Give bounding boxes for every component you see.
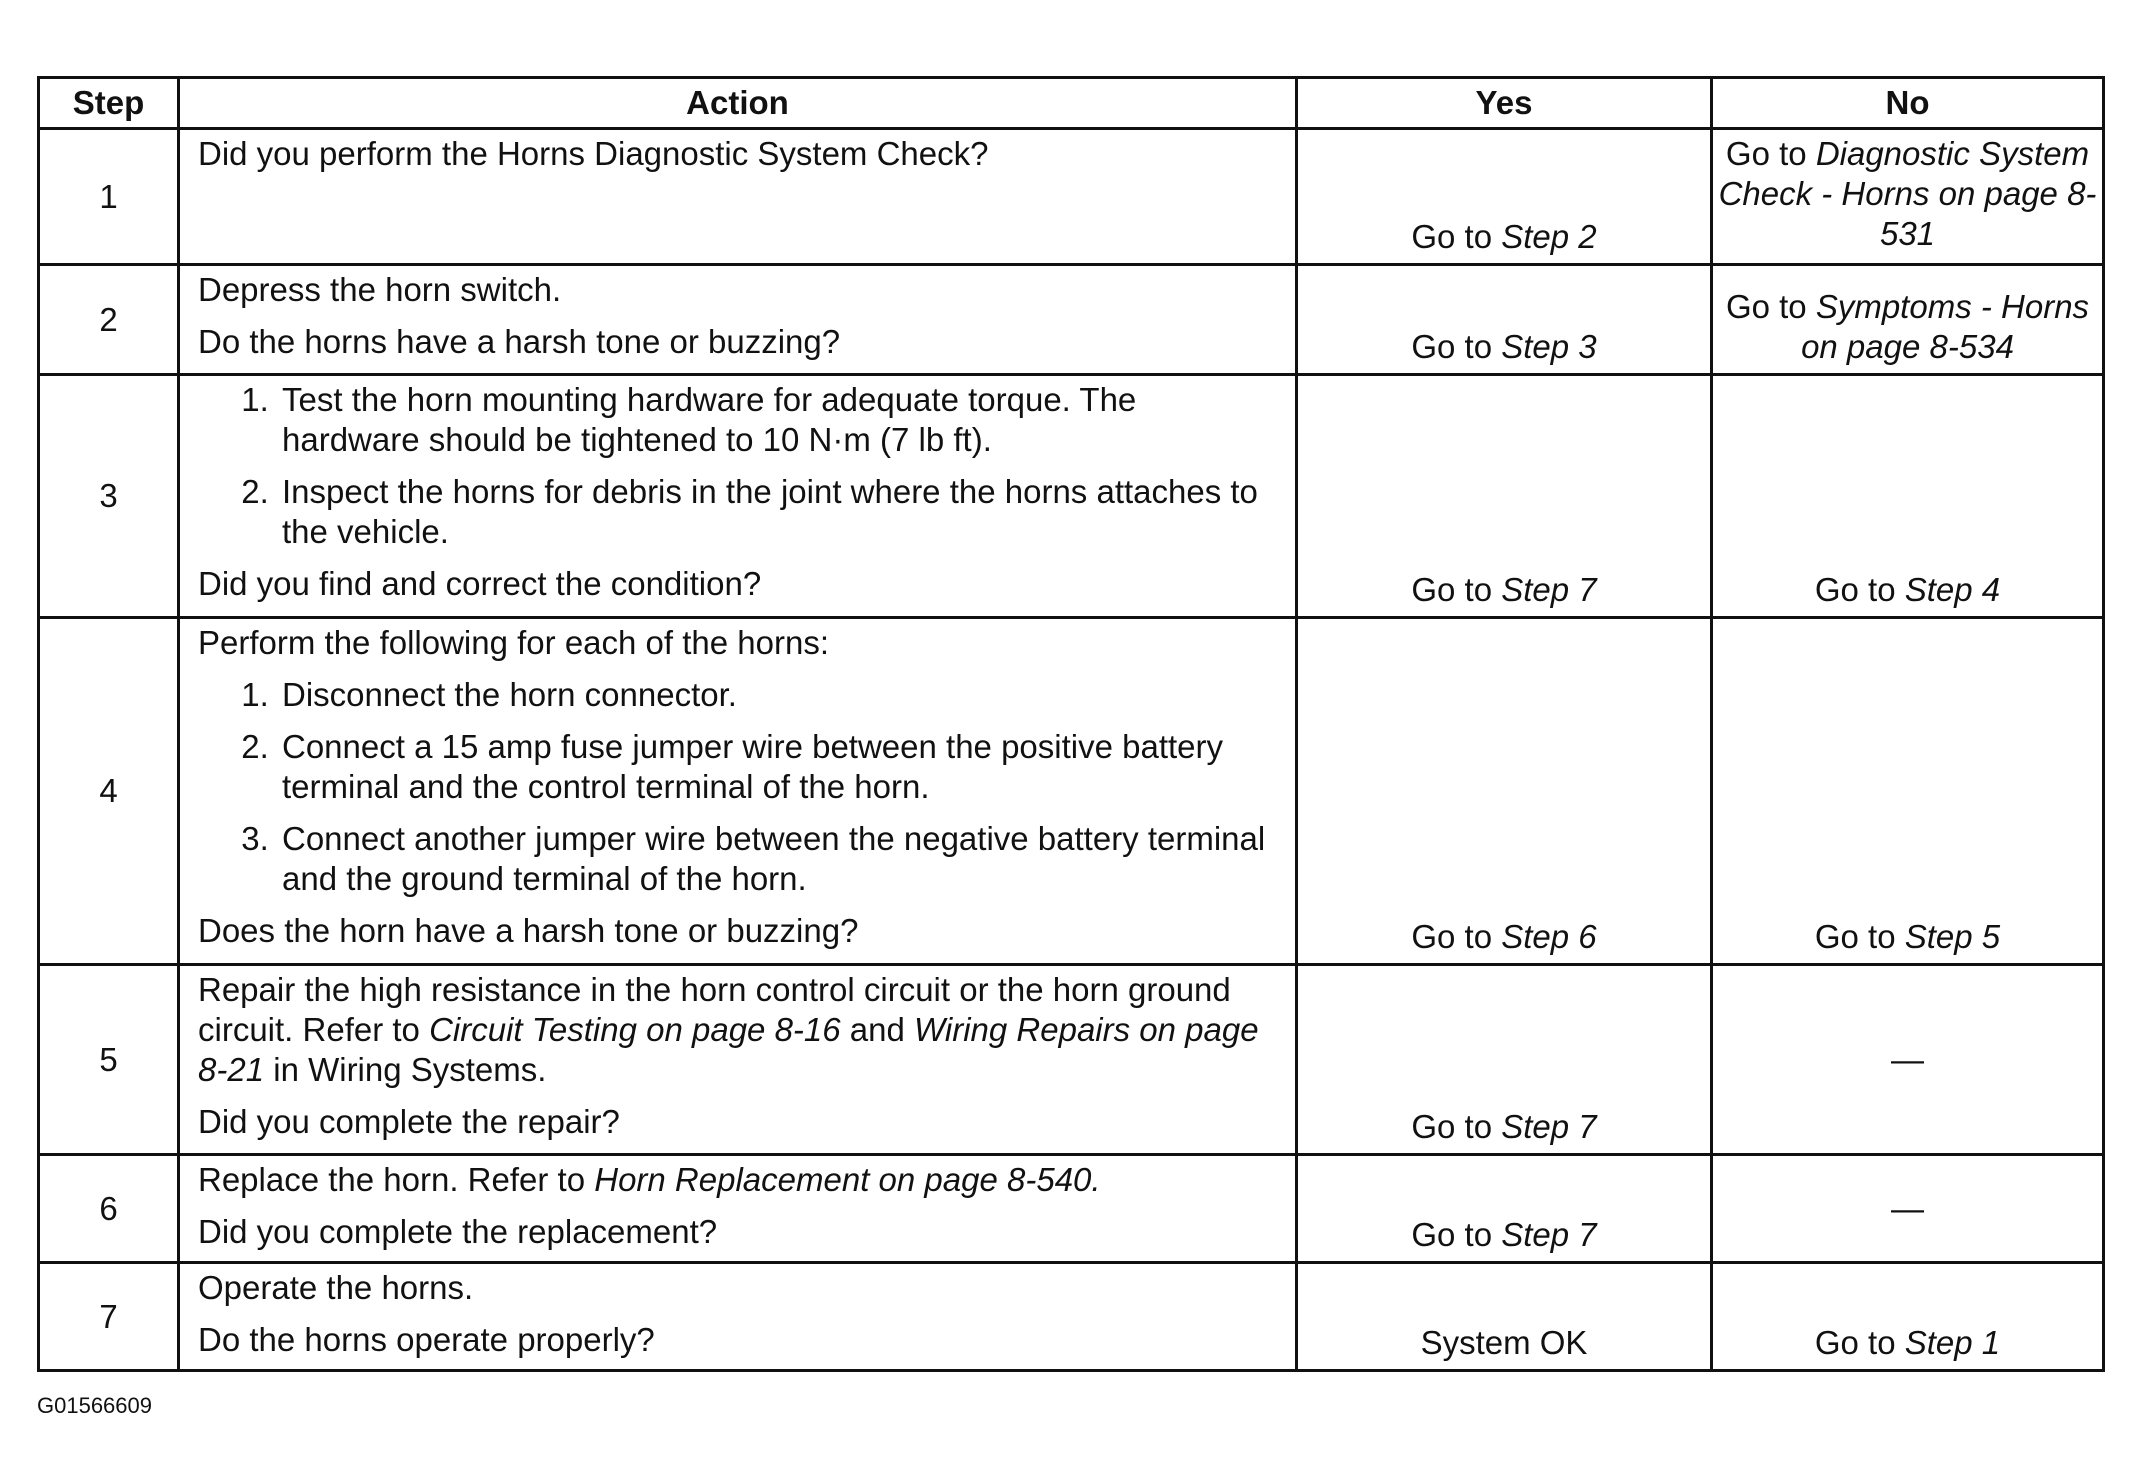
action-step-item: 2. Inspect the horns for debris in the joint where the horns attaches to the vehicle. — [278, 472, 1277, 552]
action-step-item: 1. Test the horn mounting hardware for adequate torque. The hardware should be tightened to 10 N·m (7 lb ft). — [278, 380, 1277, 460]
no-cell — [1712, 1263, 2104, 1371]
yes-step-link[interactable]: Step 6 — [1501, 918, 1597, 955]
action-cell — [179, 965, 1297, 1155]
action-question: Did you complete the replacement? — [198, 1213, 718, 1250]
no-step-link[interactable]: Step 1 — [1904, 1324, 2001, 1361]
yes-prefix: Go to — [1411, 1108, 1502, 1145]
yes-cell — [1297, 265, 1712, 375]
action-question: Did you perform the Horns Diagnostic System Check? — [198, 135, 989, 172]
no-reference-link[interactable]: Symptoms - Horns on page 8-534 — [1801, 288, 2090, 365]
step-row-6 — [39, 1155, 2104, 1263]
no-step-link[interactable]: Step 5 — [1904, 918, 2001, 955]
action-cell — [179, 129, 1297, 265]
no-cell — [1712, 265, 2104, 375]
no-reference-link[interactable]: Diagnostic System Check - Horns on page 8-531 — [1718, 135, 2097, 252]
circuit-testing-link[interactable]: Circuit Testing on page 8-16 — [429, 1011, 841, 1048]
yes-cell — [1297, 1263, 1712, 1371]
step-row-2 — [39, 265, 2104, 375]
step-number: 1 — [39, 129, 179, 265]
action-step-item: 1. Disconnect the horn connector. — [278, 675, 1277, 715]
step-number: 6 — [39, 1155, 179, 1263]
yes-cell — [1297, 129, 1712, 265]
no-step-link[interactable]: Step 4 — [1904, 571, 2001, 608]
yes-step-link[interactable]: Step 7 — [1501, 1216, 1597, 1253]
yes-step-link[interactable]: Step 2 — [1501, 218, 1597, 255]
action-instruction — [198, 1160, 1277, 1200]
yes-cell — [1297, 618, 1712, 965]
action-text: and — [840, 1011, 915, 1048]
yes-prefix: Go to — [1411, 218, 1502, 255]
no-prefix: Go to — [1814, 1324, 1905, 1361]
action-question: Did you complete the repair? — [198, 1103, 620, 1140]
no-prefix: Go to — [1814, 571, 1905, 608]
yes-result: System OK — [1420, 1324, 1588, 1361]
no-prefix: Go to — [1725, 135, 1816, 172]
wiring-repairs-link[interactable]: Wiring Repairs on page 8-21 — [198, 1011, 1259, 1088]
no-dash: — — [1891, 1040, 1924, 1078]
step-number: 7 — [39, 1263, 179, 1371]
action-cell — [179, 375, 1297, 618]
yes-cell — [1297, 965, 1712, 1155]
no-cell — [1712, 618, 2104, 965]
action-text: in Wiring Systems. — [264, 1051, 547, 1088]
header-row — [39, 78, 2104, 129]
yes-step-link[interactable]: Step 7 — [1501, 1108, 1597, 1145]
action-step-item: 3. Connect another jumper wire between the negative battery terminal and the ground terminal of the horn. — [278, 819, 1277, 899]
no-prefix: Go to — [1814, 918, 1905, 955]
no-cell — [1712, 965, 2104, 1155]
action-instruction: Perform the following for each of the horns: — [198, 624, 829, 661]
action-instruction — [198, 970, 1277, 1090]
header-yes: Yes — [1297, 78, 1712, 129]
step-row-1 — [39, 129, 2104, 265]
action-instruction: Operate the horns. — [198, 1269, 474, 1306]
action-text: Replace the horn. Refer to — [198, 1161, 595, 1198]
step-row-3 — [39, 375, 2104, 618]
step-row-5 — [39, 965, 2104, 1155]
step-number: 2 — [39, 265, 179, 375]
no-prefix: Go to — [1725, 288, 1816, 325]
no-cell — [1712, 375, 2104, 618]
yes-prefix: Go to — [1411, 918, 1502, 955]
yes-step-link[interactable]: Step 7 — [1501, 571, 1597, 608]
action-instruction: Depress the horn switch. — [198, 271, 562, 308]
yes-prefix: Go to — [1411, 1216, 1502, 1253]
step-row-4 — [39, 618, 2104, 965]
action-step-item: 2. Connect a 15 amp fuse jumper wire between the positive battery terminal and the control terminal of the horn. — [278, 727, 1277, 807]
diagnostic-table — [37, 76, 2105, 1372]
step-row-7 — [39, 1263, 2104, 1371]
action-question: Do the horns have a harsh tone or buzzing? — [198, 323, 841, 360]
action-steps-list — [198, 380, 1277, 552]
step-number: 5 — [39, 965, 179, 1155]
step-number: 3 — [39, 375, 179, 618]
yes-prefix: Go to — [1411, 328, 1502, 365]
action-cell — [179, 1155, 1297, 1263]
header-step: Step — [39, 78, 179, 129]
action-cell — [179, 1263, 1297, 1371]
action-question: Did you find and correct the condition? — [198, 565, 762, 602]
action-question: Do the horns operate properly? — [198, 1321, 655, 1358]
horn-replacement-link[interactable]: Horn Replacement on page 8-540. — [594, 1161, 1101, 1198]
action-cell — [179, 265, 1297, 375]
action-cell — [179, 618, 1297, 965]
no-cell — [1712, 129, 2104, 265]
yes-cell — [1297, 375, 1712, 618]
action-steps-list — [198, 675, 1277, 899]
step-number: 4 — [39, 618, 179, 965]
header-no: No — [1712, 78, 2104, 129]
no-dash: — — [1891, 1189, 1924, 1227]
header-action: Action — [179, 78, 1297, 129]
yes-prefix: Go to — [1411, 571, 1502, 608]
yes-cell — [1297, 1155, 1712, 1263]
no-cell — [1712, 1155, 2104, 1263]
yes-step-link[interactable]: Step 3 — [1501, 328, 1597, 365]
action-question: Does the horn have a harsh tone or buzzing? — [198, 912, 859, 949]
action-text: Repair the high resistance in the horn control circuit or the horn ground circuit. Refer to — [198, 971, 1231, 1048]
figure-id: G01566609 — [37, 1393, 152, 1418]
